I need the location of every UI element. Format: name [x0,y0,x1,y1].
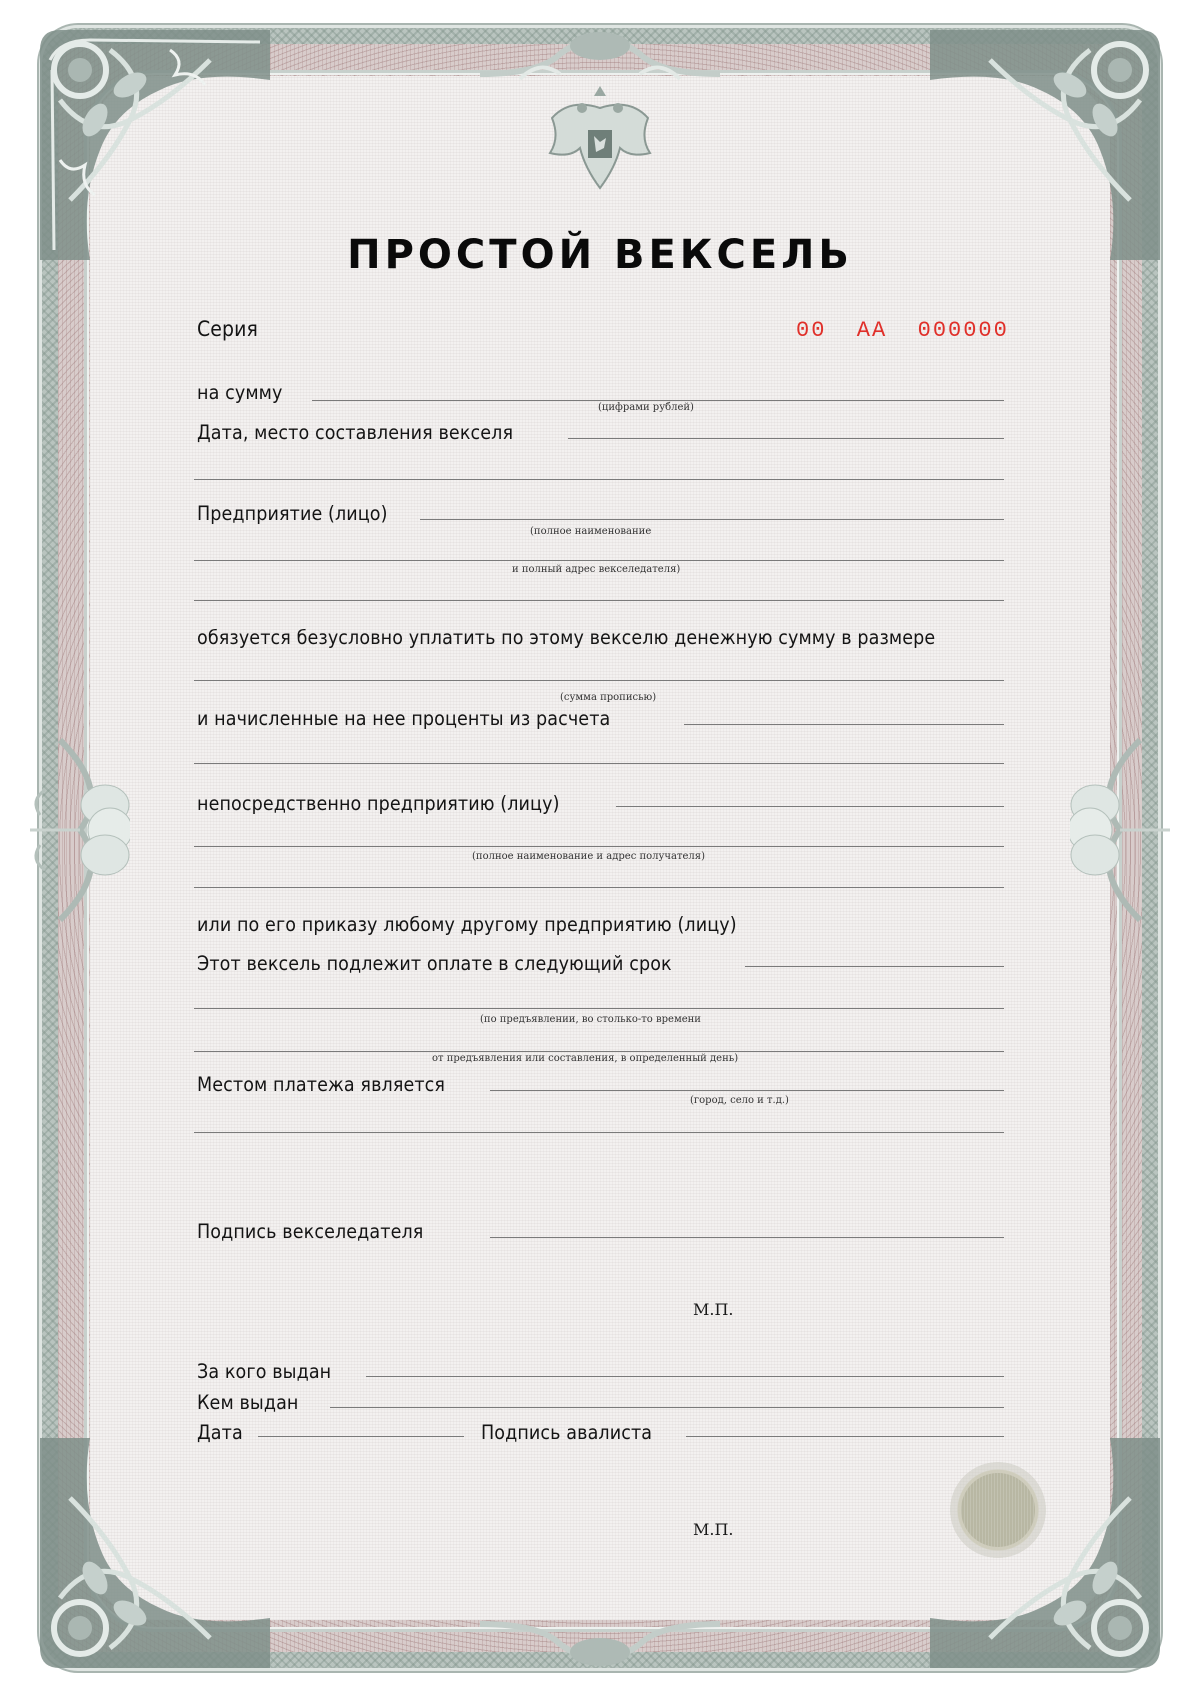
amount-field[interactable] [312,400,1004,401]
term-field[interactable] [745,966,1004,967]
place-field-line-2[interactable] [194,1132,1004,1133]
interest-field-line-2[interactable] [194,763,1004,764]
serial-number: 00 АА 000000 [796,318,1009,343]
sum-words-field[interactable] [194,680,1004,681]
stamp-placeholder-2: М.П. [693,1520,734,1539]
place-label: Местом платежа является [197,1073,446,1096]
drawer-signature-label: Подпись векселедателя [197,1220,424,1243]
document-title: ПРОСТОЙ ВЕКСЕЛЬ [347,232,853,278]
issued-by-field[interactable] [330,1407,1004,1408]
issued-by-label: Кем выдан [197,1391,299,1414]
on-behalf-field[interactable] [366,1376,1004,1377]
issuer-label: Предприятие (лицо) [197,502,388,525]
payee-label: непосредственно предприятию (лицу) [197,792,560,815]
amount-label: на сумму [197,381,283,404]
hologram-seal-icon [950,1462,1046,1558]
document-paper [90,76,1110,1620]
term-hint-2: от предъявления или составления, в определенный день) [432,1053,739,1064]
issuer-field[interactable] [420,519,1004,520]
drawer-signature-field[interactable] [490,1237,1004,1238]
issuer-hint-1: (полное наименование [530,526,652,537]
date-label: Дата [197,1421,243,1444]
date-place-field[interactable] [568,438,1004,439]
sum-words-hint: (сумма прописью) [560,692,657,703]
term-field-line-2[interactable] [194,1008,1004,1009]
issuer-hint-2: и полный адрес векселедателя) [512,564,681,575]
avalist-signature-label: Подпись авалиста [481,1421,653,1444]
order-text: или по его приказу любому другому предприятию (лицу) [197,913,737,936]
term-hint-1: (по предъявлении, во столько-то времени [480,1014,701,1025]
corner-ornament-icon [920,1428,1180,1688]
payee-field-line-3[interactable] [194,887,1004,888]
term-field-line-3[interactable] [194,1051,1004,1052]
on-behalf-label: За кого выдан [197,1360,332,1383]
side-ornament-icon [1070,730,1180,930]
obligation-text: обязуется безусловно уплатить по этому векселю денежную сумму в размере [197,626,936,649]
corner-ornament-icon [20,10,280,270]
date-place-field-line-2[interactable] [194,479,1004,480]
bottom-ornament-icon [480,1604,720,1674]
issuer-field-line-2[interactable] [194,560,1004,561]
date-place-label: Дата, место составления векселя [197,421,514,444]
seal-inner [961,1473,1035,1547]
place-field[interactable] [490,1090,1004,1091]
payee-hint: (полное наименование и адрес получателя) [472,851,705,862]
issuer-field-line-3[interactable] [194,600,1004,601]
coat-of-arms-icon [540,78,660,198]
stamp-placeholder-1: М.П. [693,1300,734,1319]
avalist-signature-field[interactable] [686,1436,1004,1437]
date-field[interactable] [258,1436,464,1437]
side-ornament-icon [20,730,130,930]
corner-ornament-icon [20,1428,280,1688]
payee-field[interactable] [616,806,1004,807]
term-label: Этот вексель подлежит оплате в следующий срок [197,952,672,975]
corner-ornament-icon [920,10,1180,270]
interest-label: и начисленные на нее проценты из расчета [197,707,611,730]
interest-field[interactable] [684,724,1004,725]
amount-hint: (цифрами рублей) [598,402,694,413]
place-hint: (город, село и т.д.) [690,1095,789,1106]
payee-field-line-2[interactable] [194,846,1004,847]
series-label: Серия [197,317,258,341]
